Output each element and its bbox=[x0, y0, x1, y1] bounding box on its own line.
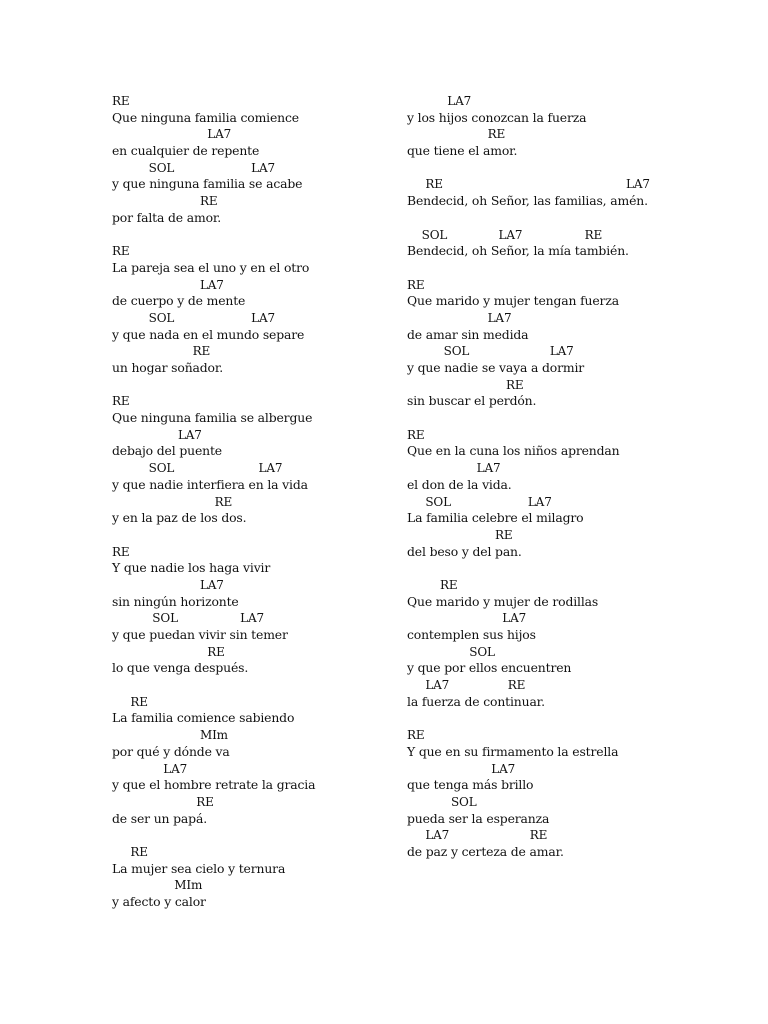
chord-line: RE bbox=[407, 577, 458, 592]
chord-line: LA7 bbox=[112, 577, 224, 592]
blank-line bbox=[112, 527, 392, 544]
chord-line: RE bbox=[112, 394, 130, 409]
lyric-line: del beso y del pan. bbox=[407, 543, 522, 559]
chord-line: RE bbox=[112, 244, 130, 259]
chord-line: LA7 bbox=[407, 310, 512, 325]
lyric-line: de paz y certeza de amar. bbox=[407, 843, 564, 859]
chord-line: RE bbox=[112, 644, 225, 659]
left-column bbox=[112, 93, 392, 911]
lyric-line: debajo del puente bbox=[112, 443, 222, 459]
lyric-line: sin ningún horizonte bbox=[112, 593, 239, 609]
chord-line: RE bbox=[112, 194, 218, 209]
lyric-line: La pareja sea el uno y en el otro bbox=[112, 259, 310, 275]
lyric-line: y que nadie interfiera en la vida bbox=[112, 476, 308, 492]
lyric-line: que tiene el amor. bbox=[407, 143, 518, 159]
chord-line: RE bbox=[407, 728, 425, 743]
chord-line: RE bbox=[112, 694, 148, 709]
lyric-line: y que ninguna familia se acabe bbox=[112, 176, 303, 192]
chord-line: MIm bbox=[112, 728, 228, 743]
lyric-line: por qué y dónde va bbox=[112, 743, 230, 759]
chord-line: SOL LA7 bbox=[112, 611, 265, 626]
chord-line: SOL LA7 bbox=[112, 310, 275, 325]
lyric-line: Bendecid, oh Señor, la mía también. bbox=[407, 243, 629, 259]
lyric-line: contemplen sus hijos bbox=[407, 627, 536, 642]
lyric-line: de amar sin medida bbox=[407, 326, 529, 342]
lyric-line: Que ninguna familia comience bbox=[112, 109, 299, 125]
chord-line: RE bbox=[112, 494, 233, 509]
blank-line bbox=[112, 677, 392, 694]
lyric-line: en cualquier de repente bbox=[112, 143, 260, 159]
lyric-line: Que marido y mujer tengan fuerza bbox=[407, 293, 619, 309]
chord-line: SOL bbox=[407, 644, 495, 659]
lyric-line: el don de la vida. bbox=[407, 476, 512, 492]
blank-line bbox=[112, 377, 392, 394]
lyric-line: La familia comience sabiendo bbox=[112, 710, 295, 726]
lyric-line: la fuerza de continuar. bbox=[407, 693, 545, 709]
chord-line: RE bbox=[112, 844, 148, 859]
lyric-line: un hogar soñador. bbox=[112, 360, 224, 375]
blank-line bbox=[407, 160, 707, 177]
lyric-line: por falta de amor. bbox=[112, 209, 222, 225]
chord-line: RE bbox=[112, 794, 214, 809]
chord-line: RE LA7 bbox=[407, 177, 650, 192]
chord-line: RE bbox=[112, 94, 130, 108]
lyric-line: Que en la cuna los niños aprendan bbox=[407, 443, 620, 459]
chord-line: RE bbox=[407, 527, 513, 542]
chord-line: RE bbox=[112, 344, 211, 359]
lyric-line: Y que en su firmamento la estrella bbox=[407, 743, 619, 759]
lyric-line: pueda ser la esperanza bbox=[407, 810, 550, 826]
lyric-line: y que el hombre retrate la gracia bbox=[112, 777, 316, 793]
lyric-line: lo que venga después. bbox=[112, 660, 249, 676]
blank-line bbox=[407, 260, 707, 277]
lyric-line: y que puedan vivir sin temer bbox=[112, 627, 288, 642]
chord-line: LA7 bbox=[112, 127, 232, 142]
blank-line bbox=[112, 827, 392, 844]
lyric-line: La familia celebre el milagro bbox=[407, 510, 584, 526]
blank-line bbox=[112, 227, 392, 244]
lyric-line: La mujer sea cielo y ternura bbox=[112, 860, 286, 876]
lyric-line: y afecto y calor bbox=[112, 894, 206, 909]
chord-line: RE bbox=[407, 277, 425, 292]
lyric-line: y que nada en el mundo separe bbox=[112, 326, 305, 342]
lyric-line: Que ninguna familia se albergue bbox=[112, 410, 313, 426]
blank-line bbox=[407, 560, 707, 577]
blank-line bbox=[407, 410, 707, 427]
chord-line: RE bbox=[407, 377, 524, 392]
chord-line: SOL LA7 RE bbox=[407, 227, 603, 242]
right-column bbox=[407, 93, 707, 861]
blank-line bbox=[407, 710, 707, 727]
chord-line: LA7 bbox=[407, 94, 472, 108]
lyric-line: que tenga más brillo bbox=[407, 777, 534, 793]
lyric-line: y los hijos conozcan la fuerza bbox=[407, 109, 587, 125]
blank-line bbox=[407, 210, 707, 227]
lyric-line: Bendecid, oh Señor, las familias, amén. bbox=[407, 193, 648, 209]
chord-line: RE bbox=[407, 427, 425, 442]
chord-line: SOL bbox=[407, 794, 477, 809]
lyric-line: y que por ellos encuentren bbox=[407, 660, 572, 676]
chord-line: RE bbox=[112, 544, 130, 559]
chord-line: RE bbox=[407, 127, 506, 142]
chord-line: LA7 bbox=[112, 427, 202, 442]
chord-line: LA7 RE bbox=[407, 678, 526, 693]
lyric-line: Y que nadie los haga vivir bbox=[112, 560, 271, 576]
chord-line: LA7 bbox=[112, 277, 224, 292]
chord-line: SOL LA7 bbox=[112, 160, 275, 175]
chord-line: SOL LA7 bbox=[112, 461, 283, 476]
chord-line: SOL LA7 bbox=[407, 494, 552, 509]
lyric-line: de cuerpo y de mente bbox=[112, 293, 246, 309]
chord-line: LA7 RE bbox=[407, 828, 548, 843]
chord-line: SOL LA7 bbox=[407, 344, 574, 359]
chord-line: LA7 bbox=[112, 761, 188, 776]
lyric-line: y que nadie se vaya a dormir bbox=[407, 360, 585, 375]
lyric-line: y en la paz de los dos. bbox=[112, 510, 247, 526]
chord-line: MIm bbox=[112, 878, 203, 893]
chord-line: LA7 bbox=[407, 611, 527, 626]
lyric-line: sin buscar el perdón. bbox=[407, 393, 537, 409]
chord-line: LA7 bbox=[407, 761, 516, 776]
chord-line: LA7 bbox=[407, 461, 501, 476]
lyric-line: de ser un papá. bbox=[112, 810, 207, 826]
lyric-line: Que marido y mujer de rodillas bbox=[407, 593, 599, 609]
